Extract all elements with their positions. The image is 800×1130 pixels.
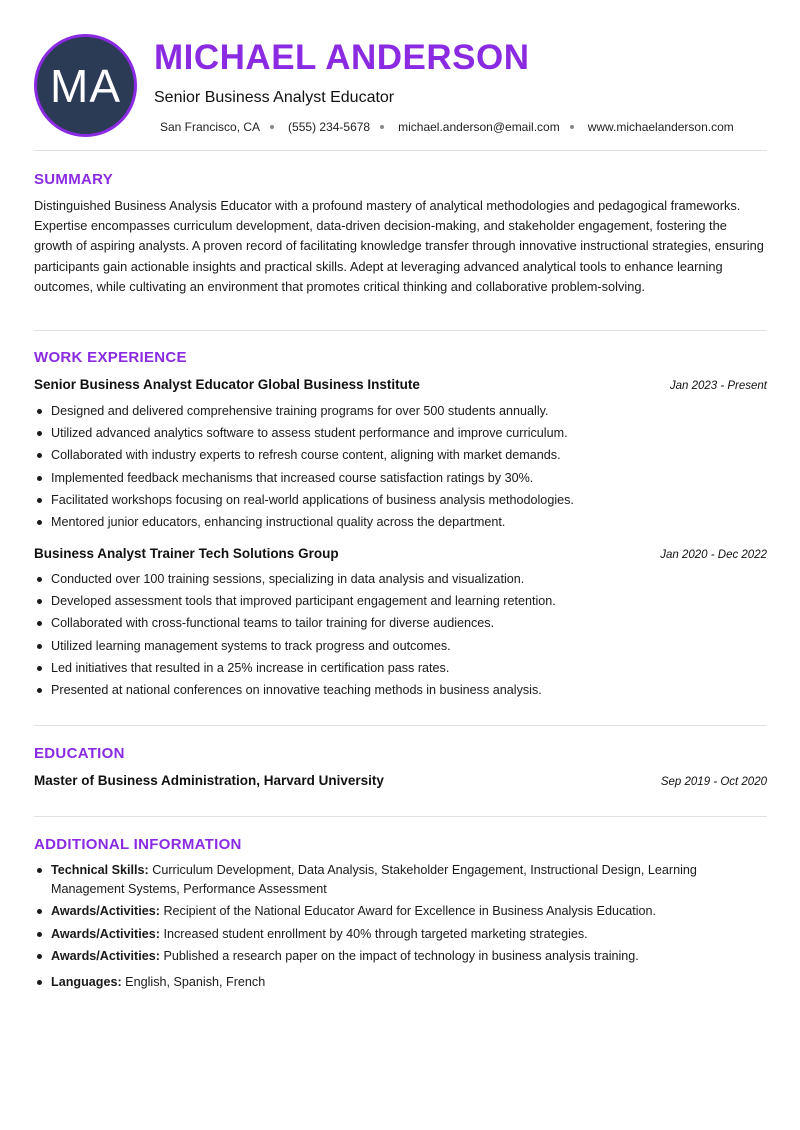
info-label: Awards/Activities: (51, 904, 160, 918)
resume-header (34, 34, 767, 138)
info-label: Awards/Activities: (51, 949, 160, 963)
list-item: Collaborated with industry experts to refresh course content, aligning with market demands. (34, 444, 767, 466)
job-title: Business Analyst Trainer Tech Solutions Group (34, 546, 339, 561)
job-date: Jan 2023 - Present (669, 380, 767, 392)
info-label: Awards/Activities: (51, 926, 160, 941)
job-header (34, 546, 767, 561)
info-text: Recipient of the National Educator Award for Excellence in Business Analysis Education. (159, 904, 657, 918)
list-item: Presented at national conferences on innovative teaching methods in business analysis. (34, 679, 767, 701)
list-item: Mentored junior educators, enhancing instructional quality across the department. (34, 511, 767, 533)
job-header (34, 377, 767, 392)
contact-email[interactable]: michael.anderson@email.com (398, 120, 560, 134)
list-item (34, 861, 767, 898)
job-bullets (34, 568, 767, 701)
list-item (34, 947, 767, 966)
education-title: EDUCATION (34, 745, 125, 762)
divider (34, 816, 767, 817)
info-text: Curriculum Development, Data Analysis, Stakeholder Engagement, Instructional Design, Learning Management Systems, Performance Assessment (51, 863, 697, 896)
list-item (34, 973, 767, 992)
contact-line (160, 120, 734, 134)
contact-separator (270, 125, 274, 129)
contact-location: San Francisco, CA (160, 120, 261, 134)
additional-title: ADDITIONAL INFORMATION (34, 836, 242, 853)
info-label: Languages: (51, 974, 122, 989)
candidate-role: Senior Business Analyst Educator (154, 89, 395, 106)
list-item (34, 925, 767, 944)
summary-title: SUMMARY (34, 171, 114, 188)
list-item: Designed and delivered comprehensive training programs for over 500 students annually. (34, 400, 767, 422)
divider (34, 150, 767, 151)
info-label: Technical Skills: (51, 863, 149, 877)
divider (34, 330, 767, 331)
list-item: Led initiatives that resulted in a 25% increase in certification pass rates. (34, 657, 767, 679)
contact-separator (380, 125, 384, 129)
info-text: Published a research paper on the impact of technology in business analysis training. (159, 949, 639, 963)
avatar-initials: MA (50, 59, 121, 112)
list-item: Collaborated with cross-functional teams to tailor training for diverse audiences. (34, 612, 767, 634)
info-text: English, Spanish, French (121, 974, 266, 989)
summary-text: Distinguished Business Analysis Educator with a profound mastery of analytical methodologies and pedagogical frameworks. Expertise encompasses curriculum development, data-driven decision-making, and stakeholder engagement, fostering the growth of aspiring analysts. A proven record of facilitating knowledge transfer through innovative instructional strategies, ensuring participants gain actionable insights and practical skills. Adept at leveraging advanced analytical tools to enhance learning outcomes, while cultivating an environment that promotes critical thinking and collaborative problem-solving. (34, 198, 764, 294)
list-item: Utilized learning management systems to track progress and outcomes. (34, 635, 767, 657)
list-item: Facilitated workshops focusing on real-world applications of business analysis methodologies. (34, 489, 767, 511)
job-date: Jan 2020 - Dec 2022 (660, 549, 767, 561)
contact-phone: (555) 234-5678 (288, 120, 371, 134)
list-item: Implemented feedback mechanisms that increased course satisfaction ratings by 30%. (34, 467, 767, 489)
experience-title: WORK EXPERIENCE (34, 349, 187, 366)
education-entry (34, 773, 767, 788)
info-text: Increased student enrollment by 40% through targeted marketing strategies. (159, 926, 588, 941)
additional-list (34, 861, 767, 995)
contact-website[interactable]: www.michaelanderson.com (587, 120, 734, 134)
job-bullets (34, 400, 767, 533)
candidate-name: MICHAEL ANDERSON (154, 38, 530, 77)
contact-separator (570, 125, 574, 129)
list-item: Utilized advanced analytics software to assess student performance and improve curriculum. (34, 422, 767, 444)
education-date: Sep 2019 - Oct 2020 (660, 776, 767, 788)
list-item: Conducted over 100 training sessions, specializing in data analysis and visualization. (34, 568, 767, 590)
list-item (34, 902, 767, 921)
job-title: Senior Business Analyst Educator Global Business Institute (34, 377, 420, 392)
degree: Master of Business Administration, Harvard University (34, 773, 384, 788)
list-item: Developed assessment tools that improved participant engagement and learning retention. (34, 590, 767, 612)
divider (34, 725, 767, 726)
avatar (34, 34, 137, 137)
